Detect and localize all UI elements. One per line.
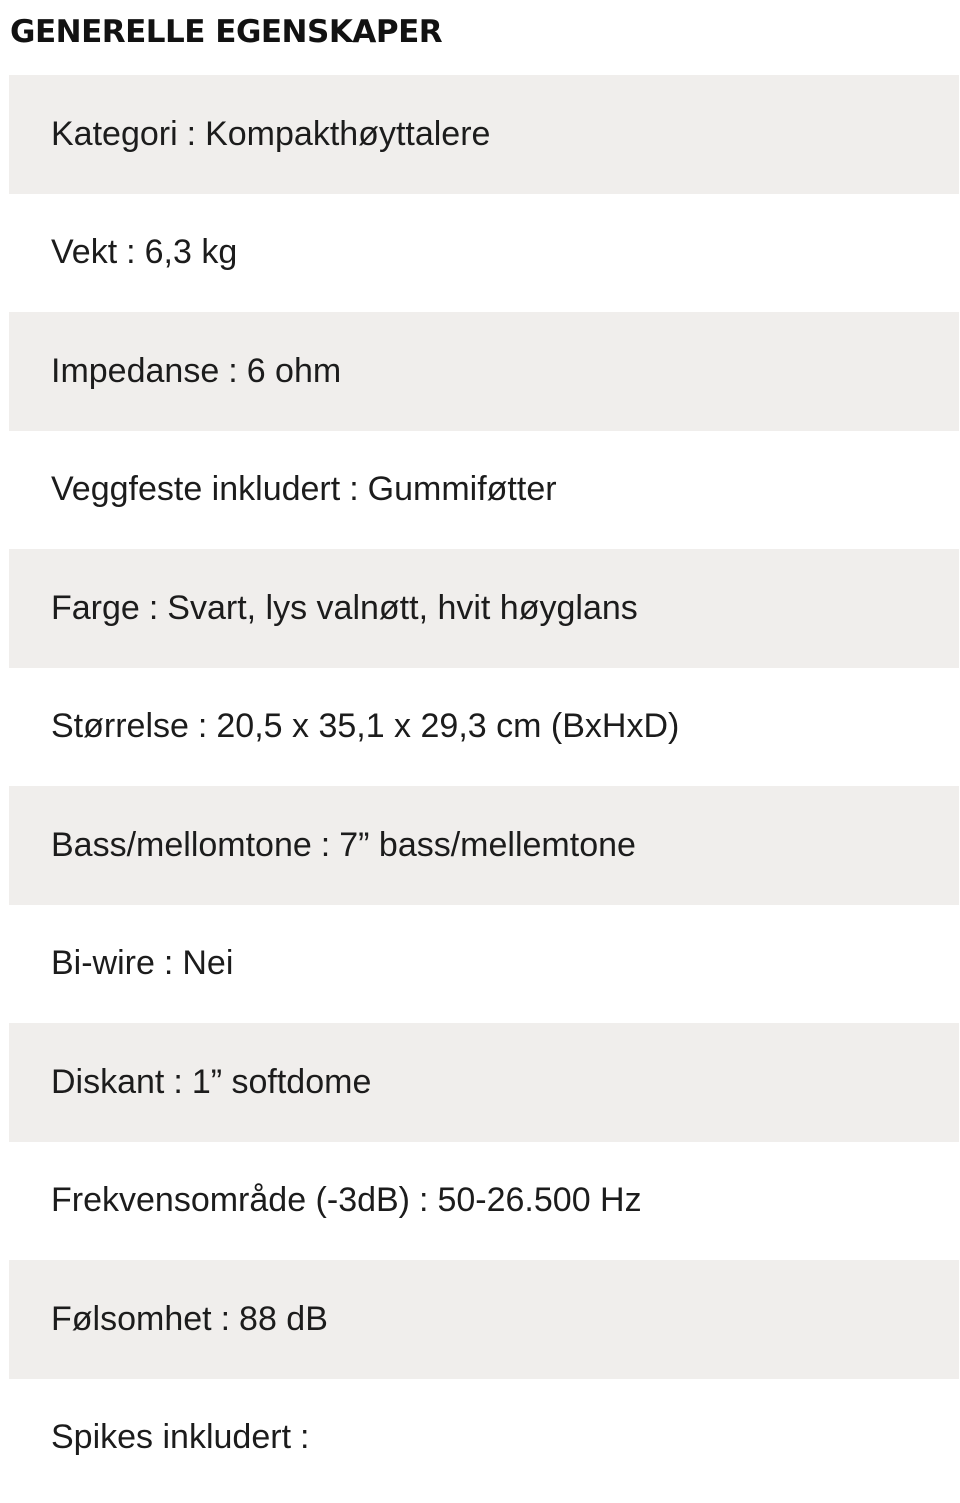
spec-separator: : (126, 233, 136, 272)
spec-row-bass-mellomtone (9, 786, 959, 905)
spec-value: 1” softdome (191, 1062, 372, 1101)
spec-separator: : (220, 1299, 231, 1338)
spec-label: Diskant (51, 1062, 165, 1101)
spec-value: Kompakthøyttalere (205, 114, 491, 153)
spec-label: Kategori (51, 114, 178, 153)
spec-row-storrelse (9, 668, 959, 787)
spec-value: Svart, lys valnøtt, hvit høyglans (167, 588, 638, 627)
spec-label: Frekvensområde (-3dB) (51, 1181, 411, 1220)
spec-label: Bi-wire (51, 944, 155, 983)
spec-row-frekvensomrade (9, 1142, 959, 1261)
spec-separator: : (300, 1418, 310, 1457)
spec-value: 6,3 kg (144, 233, 238, 272)
spec-separator: : (148, 588, 159, 627)
spec-label: Bass/mellomtone (51, 825, 312, 864)
spec-value: Gummiføtter (367, 470, 557, 509)
spec-separator: : (173, 1062, 183, 1101)
spec-row-vekt (9, 194, 959, 313)
spec-separator: : (228, 351, 238, 390)
spec-row-bi-wire (9, 905, 959, 1024)
spec-separator: : (419, 1181, 429, 1220)
spec-row-kategori (9, 75, 959, 194)
spec-row-spikes (9, 1379, 959, 1498)
spec-separator: : (320, 825, 331, 864)
spec-label: Vekt (51, 233, 118, 272)
spec-value: 6 ohm (246, 351, 342, 390)
spec-label: Farge (51, 588, 140, 627)
section-title: GENERELLE EGENSKAPER (10, 14, 443, 50)
spec-row-folsomhet (9, 1260, 959, 1379)
spec-label: Størrelse (51, 707, 189, 746)
spec-list (9, 75, 959, 1497)
spec-separator: : (349, 470, 359, 509)
spec-row-diskant (9, 1023, 959, 1142)
spec-row-farge (9, 549, 959, 668)
spec-value: 88 dB (239, 1299, 328, 1338)
spec-label: Veggfeste inkludert (51, 470, 341, 509)
spec-row-veggfeste (9, 431, 959, 550)
spec-label: Spikes inkludert (51, 1418, 292, 1457)
spec-value: 20,5 x 35,1 x 29,3 cm (BxHxD) (216, 707, 680, 746)
spec-separator: : (197, 707, 208, 746)
spec-value: Nei (182, 944, 234, 983)
spec-value: 50-26.500 Hz (437, 1181, 642, 1220)
spec-separator: : (163, 944, 174, 983)
spec-label: Impedanse (51, 351, 220, 390)
spec-value: 7” bass/mellemtone (339, 825, 636, 864)
spec-label: Følsomhet (51, 1299, 212, 1338)
spec-row-impedanse (9, 312, 959, 431)
spec-separator: : (186, 114, 197, 153)
